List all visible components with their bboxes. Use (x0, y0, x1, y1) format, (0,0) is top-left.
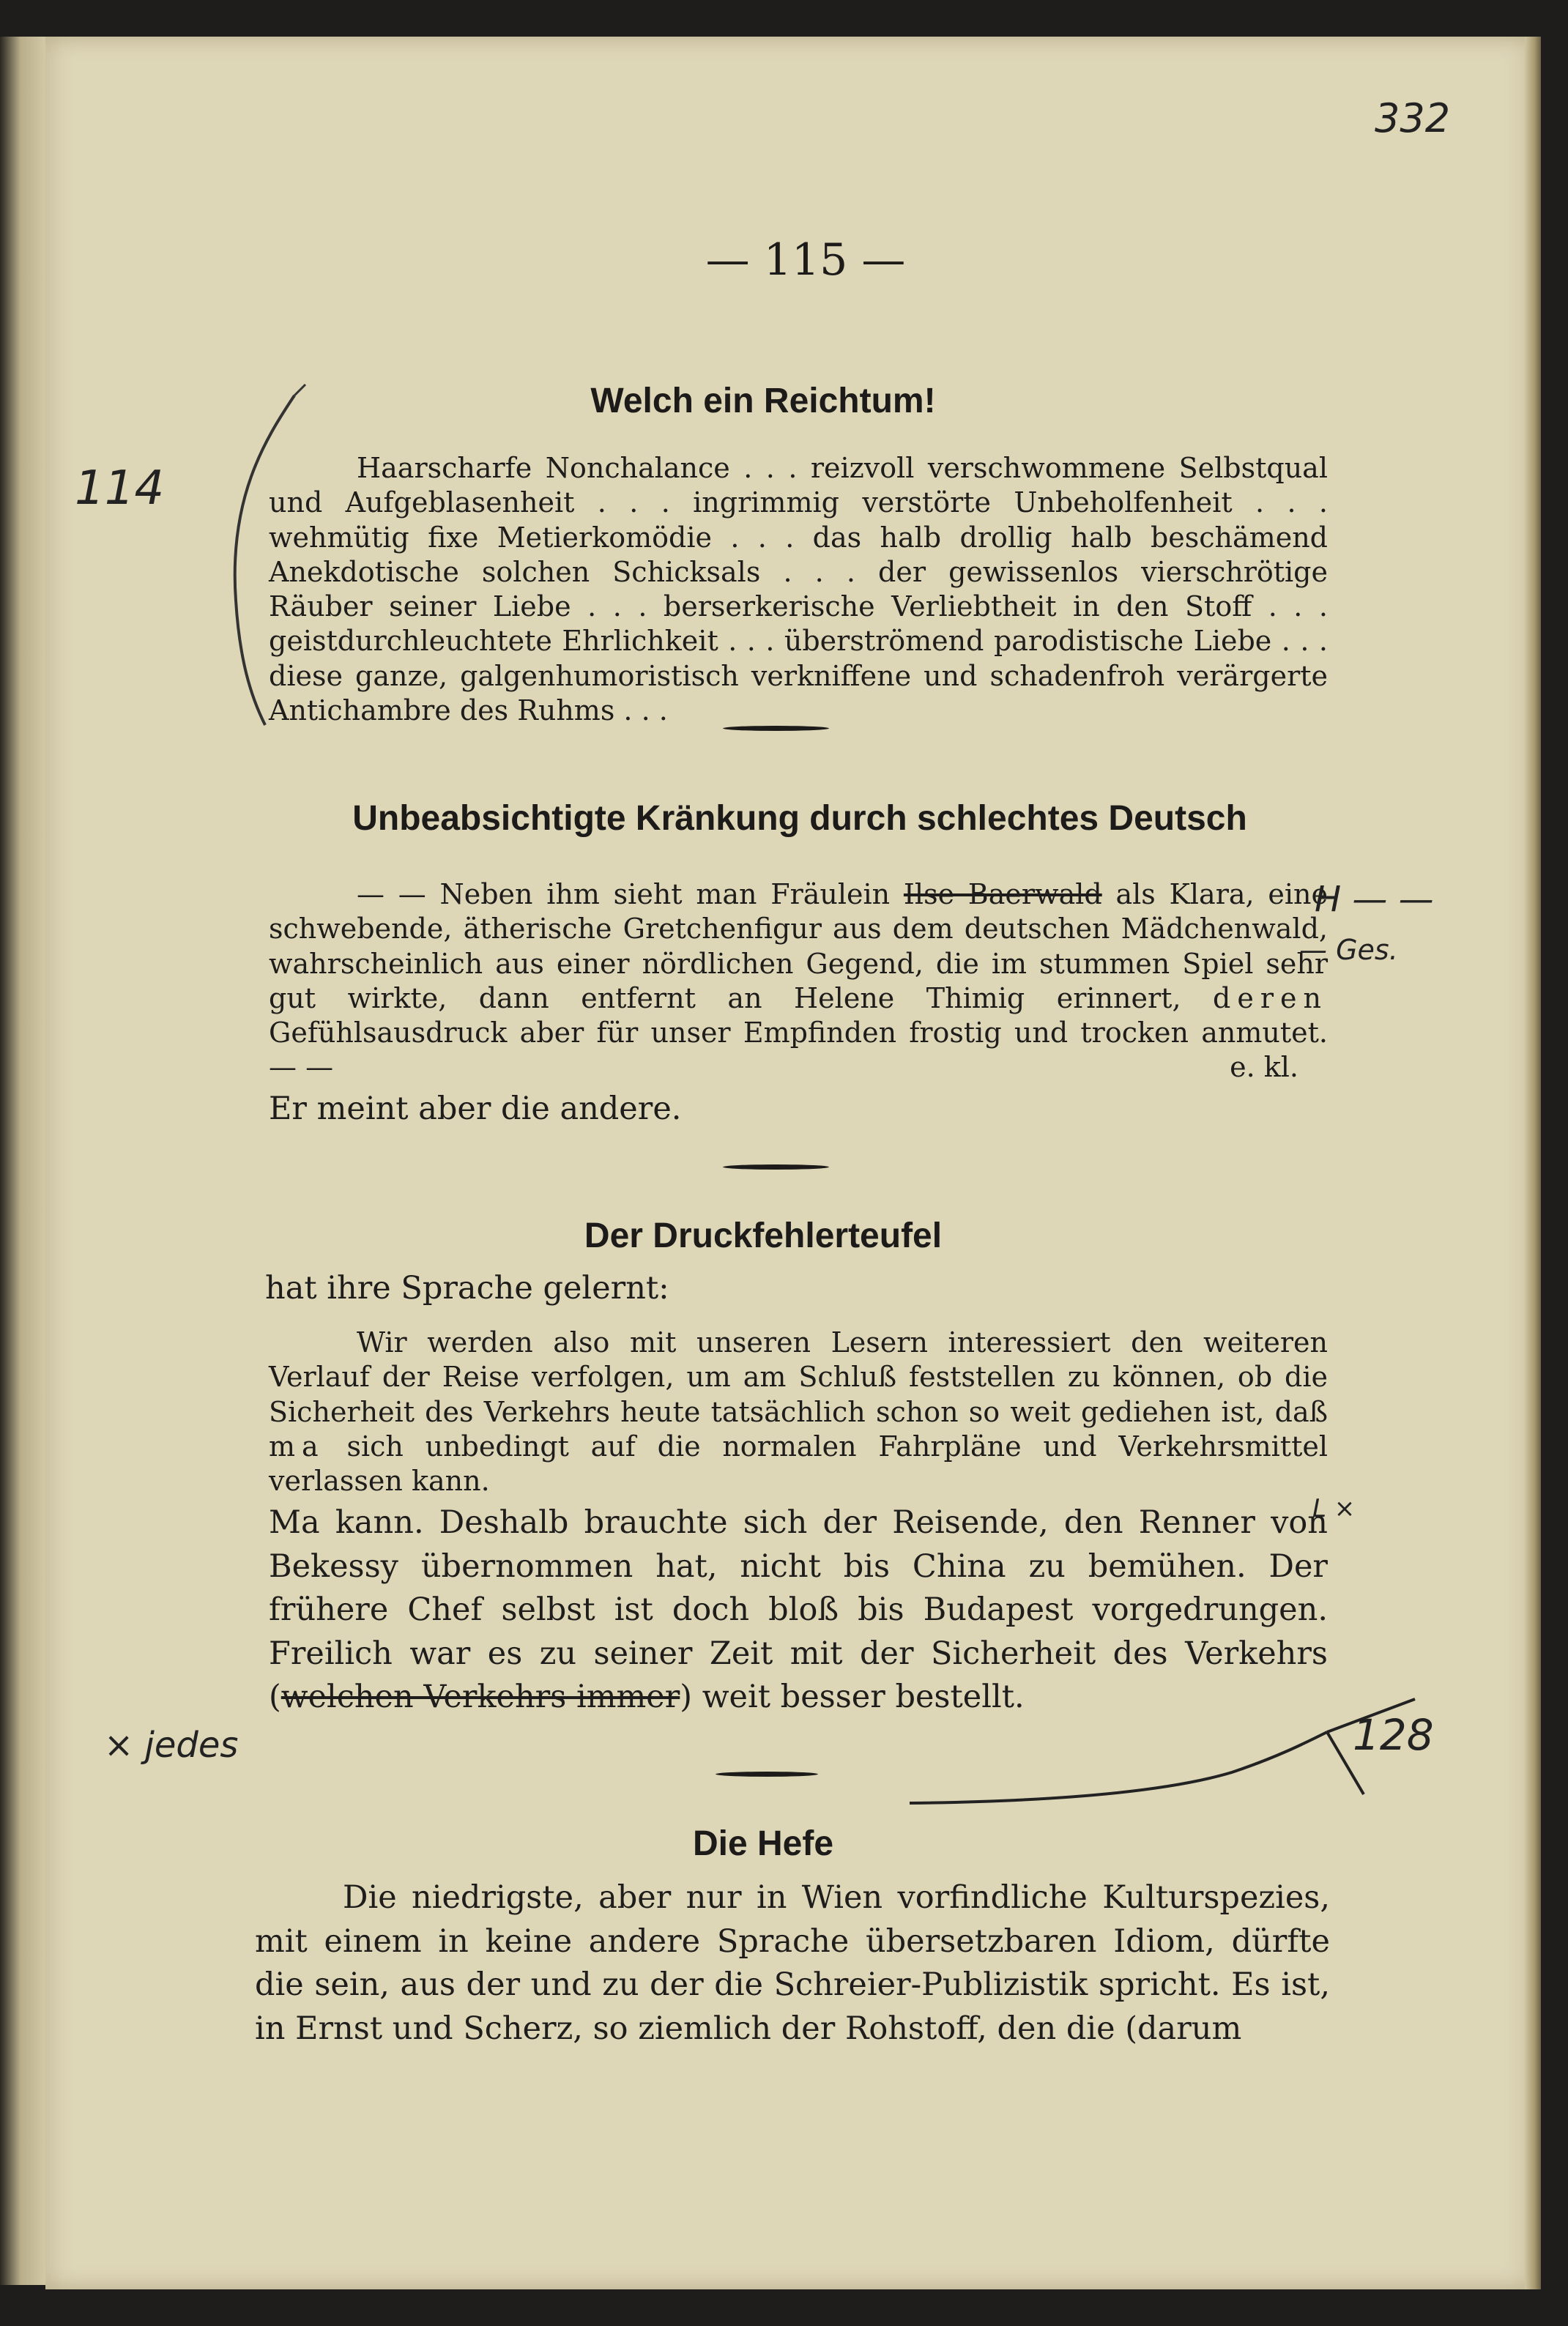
struck-phrase: welchen Verkehrs immer (280, 1679, 680, 1715)
page-edge (1525, 37, 1541, 2289)
section-paragraph: Haarscharfe Nonchalance . . . reizvoll verschwommene Selbstqual und Aufgeblasenheit . . . ingrimmig verstörte Unbeholfenheit . . . wehmütig fixe Metierkomödie . . . das halb drollig halb beschämend Anekdotische solchen Schicksals . . . der gewissenlos vierschrötige Räuber seiner Liebe . . . berserkerische Verliebtheit in den Stoff . . . geistdurchleuchtete Ehrlichkeit . . . überströmend parodistische Liebe . . . diese ganze, galgenhumoristisch verkniffene und schadenfroh verärgerte Antichambre des Ruhms . . . (269, 452, 1328, 727)
divider-rule (723, 1164, 829, 1170)
quote-rest: als Klara, eine schwebende, ätherische Gretchenfigur aus dem deutschen Mädchenwald, wahrscheinlich aus einer nördlichen Gegend, die im stummen Spiel sehr gut wirkte, dann entfernt an Helene Thimig erinnert, (269, 878, 1328, 1014)
pencil-connector-line (851, 1684, 1437, 1816)
divider-rule (716, 1772, 818, 1777)
margin-note-left-top: 114 (75, 461, 165, 516)
section-quote-druckfehler (269, 1326, 1328, 1498)
comment-a: Ma kann. Deshalb brauchte sich der Reisende, den Renner von Bekessy übernommen hat, nicht bis China zu bemühen. Der frühere Chef selbst ist doch bloß bis Budapest vorgedrungen. Freilich war es zu seiner Zeit mit der Sicherheit des Verkehrs ( (269, 1504, 1328, 1715)
book-spine-edge (0, 37, 51, 2285)
spaced-word: ma (269, 1430, 325, 1463)
section-paragraph: Die niedrigste, aber nur in Wien vorfindliche Kulturspezies, mit einem in keine andere Sprache übersetzbaren Idiom, dürfte die sein, aus der und zu der die Schreier-Publizistik spricht. Es ist, in Ernst und Scherz, so ziemlich der Rohstoff, den die (darum (255, 1879, 1330, 2047)
section-title-hefe: Die Hefe (692, 1824, 834, 1863)
comment-line: Er meint aber die andere. (269, 1090, 682, 1127)
margin-note-right-number: 128 (1353, 1710, 1434, 1760)
margin-note-right-lower: L × (1312, 1494, 1356, 1523)
quote-paragraph (269, 1326, 1328, 1498)
struck-name: Ilse Baerwald (903, 878, 1102, 910)
divider-rule (723, 726, 829, 731)
section-title-druckfehler: Der Druckfehlerteufel (584, 1216, 943, 1255)
quote-b: sich unbedingt auf die normalen Fahrpläne und Verkehrsmittel verlassen kann. (269, 1430, 1328, 1498)
margin-note-right-h: H — — (1315, 879, 1434, 920)
quote-end: Gefühlsausdruck aber für unser Empfinden frostig und trocken anmutet. — — (269, 1017, 1328, 1084)
section-text-kraenkung (269, 877, 1328, 1085)
page-number: — 115 — (705, 234, 906, 286)
margin-note-left-lower: × jedes (104, 1725, 239, 1766)
comment-b: ) weit besser bestellt. (680, 1679, 1025, 1715)
quote-start: — — Neben ihm sieht man Fräulein (357, 878, 891, 910)
quote-a: Wir werden also mit unseren Lesern interessiert den weiteren Verlauf der Reise verfolgen, um am Schluß feststellen zu können, ob die Sicherheit des Verkehrs heute tatsächlich schon so weit gediehen ist, daß (269, 1326, 1328, 1428)
quote-paragraph (269, 877, 1328, 1085)
section-title-reichtum: Welch ein Reichtum! (590, 382, 936, 420)
book-page (45, 37, 1541, 2289)
spaced-word: deren (1213, 981, 1328, 1014)
archive-number: 332 (1375, 95, 1451, 141)
section-intro-druckfehler: hat ihre Sprache gelernt: (265, 1270, 669, 1307)
section-title-kraenkung: Unbeabsichtigte Kränkung durch schlechtes Deutsch (352, 799, 1247, 838)
section-text-hefe (255, 1876, 1330, 2051)
signature: e. kl. (1230, 1051, 1298, 1084)
section-text-reichtum (269, 451, 1328, 728)
margin-note-right-ges: — Ges. (1299, 934, 1398, 966)
